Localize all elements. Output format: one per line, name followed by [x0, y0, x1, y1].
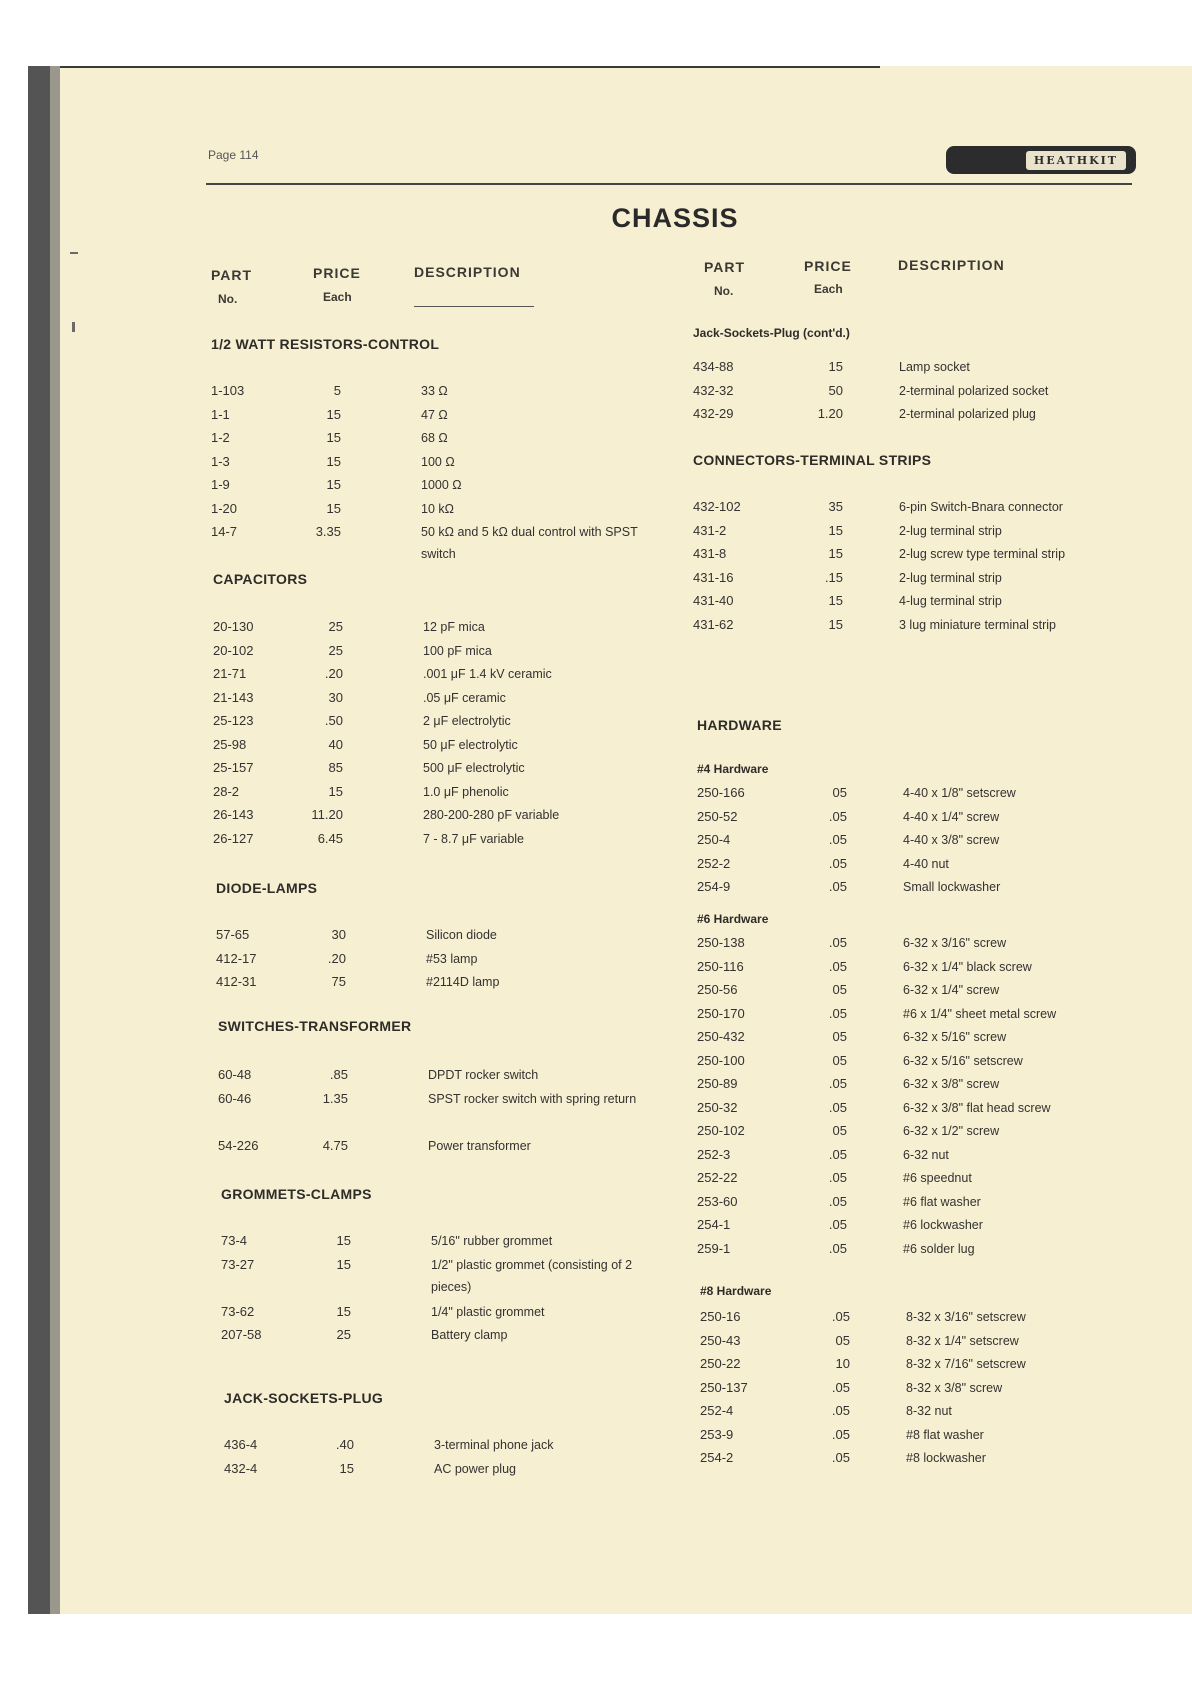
price: 15 [328, 783, 343, 799]
part-number: 1-103 [211, 383, 245, 398]
price: .05 [828, 832, 847, 847]
part-number: 21-143 [213, 689, 254, 705]
description: 6-32 nut [903, 1147, 949, 1162]
price: 15 [339, 1460, 354, 1476]
description: 3-terminal phone jack [434, 1438, 554, 1452]
page-title: CHASSIS [611, 203, 739, 233]
description: .05 μF ceramic [423, 690, 506, 705]
part-number: 252-3 [697, 1146, 731, 1162]
section-title-grommets: GROMMETS-CLAMPS [221, 1186, 372, 1202]
description: Battery clamp [431, 1328, 508, 1342]
price: 40 [328, 736, 343, 752]
section-title-hardware: HARDWARE [697, 717, 782, 733]
col-sub-price: Each [814, 282, 843, 296]
price: 05 [832, 1029, 847, 1044]
description: 2-terminal polarized plug [899, 407, 1036, 421]
part-number: 252-22 [697, 1170, 738, 1185]
description: 10 kΩ [421, 501, 454, 516]
part-number: 436-4 [224, 1437, 258, 1452]
col-sub-price: Each [323, 290, 352, 304]
scan-margin-bottom [0, 1614, 1192, 1684]
price: .05 [828, 1240, 847, 1256]
price: 1.35 [322, 1090, 348, 1106]
description: 50 kΩ and 5 kΩ dual control with SPST switch [421, 525, 638, 561]
part-number: 432-32 [693, 382, 734, 398]
part-number: 20-130 [213, 619, 254, 634]
part-number: 412-17 [216, 950, 257, 966]
price: 25 [328, 642, 343, 658]
description: Silicon diode [426, 928, 497, 942]
section-title-resistors: 1/2 WATT RESISTORS-CONTROL [211, 336, 440, 352]
description: 1.0 μF phenolic [423, 784, 509, 799]
part-number: 21-71 [213, 666, 247, 681]
price: .05 [828, 1099, 847, 1115]
part-number: 60-48 [218, 1067, 252, 1082]
price: 25 [336, 1327, 351, 1342]
col-head-part: PART [704, 259, 746, 275]
part-number: 1-20 [211, 500, 238, 516]
price: 15 [326, 500, 341, 516]
description: #8 lockwasher [906, 1451, 986, 1465]
description: 8-32 x 3/8" screw [906, 1380, 1003, 1395]
price: 10 [835, 1356, 850, 1371]
price: .50 [324, 713, 343, 728]
book-binding [28, 66, 50, 1614]
part-number: 1-9 [211, 477, 230, 492]
description: 6-32 x 1/2" screw [903, 1124, 1000, 1138]
part-number: 250-56 [697, 982, 738, 997]
part-number: 431-8 [693, 546, 727, 561]
part-number: 252-4 [700, 1403, 734, 1418]
price: .05 [828, 855, 847, 871]
part-number: 250-16 [700, 1309, 741, 1324]
price: .05 [831, 1426, 850, 1442]
price: 15 [336, 1233, 351, 1248]
description: Lamp socket [899, 360, 970, 374]
description: 4-40 nut [903, 856, 949, 871]
part-number: 57-65 [216, 927, 250, 942]
description: 8-32 nut [906, 1404, 952, 1418]
section-title-jacks: JACK-SOCKETS-PLUG [224, 1390, 384, 1406]
part-number: 73-27 [221, 1256, 255, 1272]
part-number: 54-226 [218, 1137, 259, 1153]
price: 15 [326, 430, 341, 445]
description: 6-32 x 1/4" black screw [903, 959, 1032, 974]
col-sub-part: No. [714, 284, 734, 298]
subsection-title-hw8: #8 Hardware [700, 1284, 772, 1298]
part-number: 432-29 [693, 406, 734, 421]
description: #6 solder lug [903, 1241, 975, 1256]
section-title-connectors: CONNECTORS-TERMINAL STRIPS [693, 452, 932, 468]
col-head-part: PART [211, 267, 253, 283]
margin-tick [70, 252, 78, 254]
description: 100 Ω [421, 454, 455, 469]
description: 100 pF mica [423, 643, 492, 658]
description: Small lockwasher [903, 880, 1001, 894]
description: 2-lug terminal strip [899, 523, 1002, 538]
section-title-jacks-contd: Jack-Sockets-Plug (cont'd.) [693, 326, 850, 340]
part-number: 25-157 [213, 760, 254, 775]
price: 25 [328, 619, 343, 634]
part-number: 250-166 [697, 785, 745, 800]
description: 68 Ω [421, 431, 448, 445]
margin-tick [72, 322, 75, 332]
col-head-price: PRICE [313, 265, 361, 281]
price: .05 [828, 1170, 847, 1185]
description: 6-32 x 5/16" screw [903, 1030, 1007, 1044]
price: 4.75 [322, 1137, 348, 1153]
part-number: 1-1 [211, 406, 230, 422]
part-number: 60-46 [218, 1090, 252, 1106]
page-number: Page 114 [208, 148, 259, 162]
part-number: 250-32 [697, 1099, 738, 1115]
subsection-title-hw4: #4 Hardware [697, 762, 769, 776]
description: #2114D lamp [426, 975, 500, 989]
price: 5 [333, 383, 341, 398]
price: 15 [326, 406, 341, 422]
description: 2-lug terminal strip [899, 570, 1002, 585]
description: #6 speednut [903, 1171, 972, 1185]
price: 1.20 [817, 406, 843, 421]
description: 1/2" plastic grommet (consisting of 2 pieces) [431, 1257, 633, 1294]
price: 05 [832, 785, 847, 800]
subsection-title-hw6: #6 Hardware [697, 912, 769, 926]
price: 15 [336, 1303, 351, 1319]
price: 85 [328, 760, 343, 775]
part-number: 431-62 [693, 616, 734, 632]
part-number: 250-100 [697, 1052, 745, 1068]
part-number: 25-98 [213, 736, 247, 752]
description: SPST rocker switch with spring return [428, 1091, 637, 1106]
description: Power transformer [428, 1138, 531, 1153]
section-title-capacitors: CAPACITORS [213, 571, 308, 587]
part-number: 252-2 [697, 855, 731, 871]
description: 33 Ω [421, 384, 448, 398]
logo-text: HEATHKIT [1026, 151, 1126, 170]
part-number: 432-4 [224, 1460, 258, 1476]
part-number: 431-16 [693, 569, 734, 585]
description: 12 pF mica [423, 620, 485, 634]
col-head-description: DESCRIPTION [414, 264, 521, 280]
price: 15 [828, 616, 843, 632]
description: .001 μF 1.4 kV ceramic [423, 667, 552, 681]
description: 2-terminal polarized socket [899, 383, 1049, 398]
description: 4-40 x 1/4" screw [903, 809, 1000, 824]
part-number: 250-22 [700, 1356, 741, 1371]
price: .05 [828, 958, 847, 974]
description: 6-32 x 3/16" screw [903, 936, 1007, 950]
part-number: 73-4 [221, 1233, 248, 1248]
price: 15 [828, 546, 843, 561]
header-rule [206, 183, 1132, 185]
heathkit-logo [946, 146, 1136, 174]
price: 15 [828, 593, 843, 608]
part-number: 250-170 [697, 1005, 745, 1021]
section-title-diodes: DIODE-LAMPS [216, 880, 318, 896]
part-number: 432-102 [693, 499, 741, 514]
part-number: 250-137 [700, 1379, 748, 1395]
price: 15 [326, 453, 341, 469]
price: .05 [828, 1076, 847, 1091]
price: .05 [828, 1005, 847, 1021]
section-title-switches: SWITCHES-TRANSFORMER [218, 1018, 412, 1034]
price: .05 [828, 808, 847, 824]
part-number: 259-1 [697, 1240, 731, 1256]
price: 75 [331, 974, 346, 989]
description: 4-40 x 1/8" setscrew [903, 786, 1016, 800]
price: 05 [835, 1332, 850, 1348]
description: 8-32 x 3/16" setscrew [906, 1310, 1026, 1324]
price: .05 [828, 879, 847, 894]
description: 500 μF electrolytic [423, 761, 525, 775]
description: 3 lug miniature terminal strip [899, 617, 1057, 632]
part-number: 431-40 [693, 593, 734, 608]
part-number: 434-88 [693, 359, 734, 374]
price: .05 [828, 1193, 847, 1209]
description: AC power plug [434, 1461, 516, 1476]
description: 6-32 x 5/16" setscrew [903, 1053, 1023, 1068]
description: 6-32 x 3/8" flat head screw [903, 1100, 1051, 1115]
book-binding-edge [50, 66, 60, 1614]
price: .40 [335, 1437, 354, 1452]
description: #8 flat washer [906, 1427, 984, 1442]
description: 1000 Ω [421, 478, 462, 492]
price: 05 [832, 1052, 847, 1068]
description: 5/16" rubber grommet [431, 1234, 553, 1248]
part-number: 26-143 [213, 807, 254, 822]
part-number: 250-116 [697, 958, 744, 974]
price: .05 [831, 1450, 850, 1465]
description: 6-pin Switch-Bnara connector [899, 500, 1063, 514]
part-number: 25-123 [213, 713, 254, 728]
description: 8-32 x 7/16" setscrew [906, 1357, 1026, 1371]
part-number: 412-31 [216, 974, 257, 989]
part-number: 1-3 [211, 453, 230, 469]
part-number: 73-62 [221, 1303, 255, 1319]
description: 4-lug terminal strip [899, 594, 1002, 608]
col-head-underline [414, 306, 534, 307]
description: 47 Ω [421, 407, 448, 422]
part-number: 20-102 [213, 642, 254, 658]
price: 15 [828, 522, 843, 538]
part-number: 250-52 [697, 808, 738, 824]
description: #6 flat washer [903, 1194, 981, 1209]
price: .05 [831, 1379, 850, 1395]
description: 1/4" plastic grommet [431, 1304, 545, 1319]
price: .20 [327, 950, 346, 966]
part-number: 1-2 [211, 430, 230, 445]
price: 3.35 [315, 524, 341, 539]
col-sub-part: No. [218, 292, 238, 306]
description: 6-32 x 3/8" screw [903, 1077, 1000, 1091]
col-head-description: DESCRIPTION [898, 257, 1005, 273]
part-number: 253-9 [700, 1426, 734, 1442]
description: 280-200-280 pF variable [423, 808, 560, 822]
description: DPDT rocker switch [428, 1068, 539, 1082]
description: #53 lamp [426, 951, 478, 966]
price: 05 [832, 982, 847, 997]
part-number: 431-2 [693, 522, 727, 538]
price: .05 [831, 1309, 850, 1324]
price: 30 [328, 689, 343, 705]
description: 2 μF electrolytic [423, 714, 511, 728]
price: 50 [828, 382, 843, 398]
description: 2-lug screw type terminal strip [899, 547, 1066, 561]
description: 50 μF electrolytic [423, 737, 518, 752]
scan-margin-top [0, 0, 1192, 66]
price: .85 [329, 1067, 348, 1082]
price: 15 [828, 359, 843, 374]
price: 15 [326, 477, 341, 492]
description: 6-32 x 1/4" screw [903, 983, 1000, 997]
part-number: 250-43 [700, 1332, 741, 1348]
price: .05 [831, 1403, 850, 1418]
part-number: 250-89 [697, 1076, 738, 1091]
price: .20 [324, 666, 343, 681]
part-number: 28-2 [213, 783, 240, 799]
part-number: 254-2 [700, 1450, 734, 1465]
part-number: 207-58 [221, 1327, 262, 1342]
price: .05 [828, 1146, 847, 1162]
part-number: 250-138 [697, 935, 745, 950]
part-number: 253-60 [697, 1193, 738, 1209]
part-number: 250-102 [697, 1123, 745, 1138]
description: 8-32 x 1/4" setscrew [906, 1333, 1019, 1348]
page-top-edge [60, 66, 880, 68]
price: .05 [828, 1217, 847, 1232]
price: .15 [824, 569, 843, 585]
part-number: 250-4 [697, 832, 731, 847]
part-number: 14-7 [211, 524, 238, 539]
description: 7 - 8.7 μF variable [423, 831, 524, 846]
part-number: 26-127 [213, 830, 254, 846]
description: 4-40 x 3/8" screw [903, 833, 1000, 847]
price: 35 [828, 499, 843, 514]
part-number: 250-432 [697, 1029, 745, 1044]
col-head-price: PRICE [804, 258, 852, 274]
price: 30 [331, 927, 346, 942]
price: 6.45 [317, 830, 343, 846]
part-number: 254-1 [697, 1217, 731, 1232]
price: 05 [832, 1123, 847, 1138]
description: #6 x 1/4" sheet metal screw [903, 1006, 1057, 1021]
price: .05 [828, 935, 847, 950]
part-number: 254-9 [697, 879, 731, 894]
description: #6 lockwasher [903, 1218, 983, 1232]
price: 11.20 [311, 807, 343, 822]
price: 15 [336, 1256, 351, 1272]
